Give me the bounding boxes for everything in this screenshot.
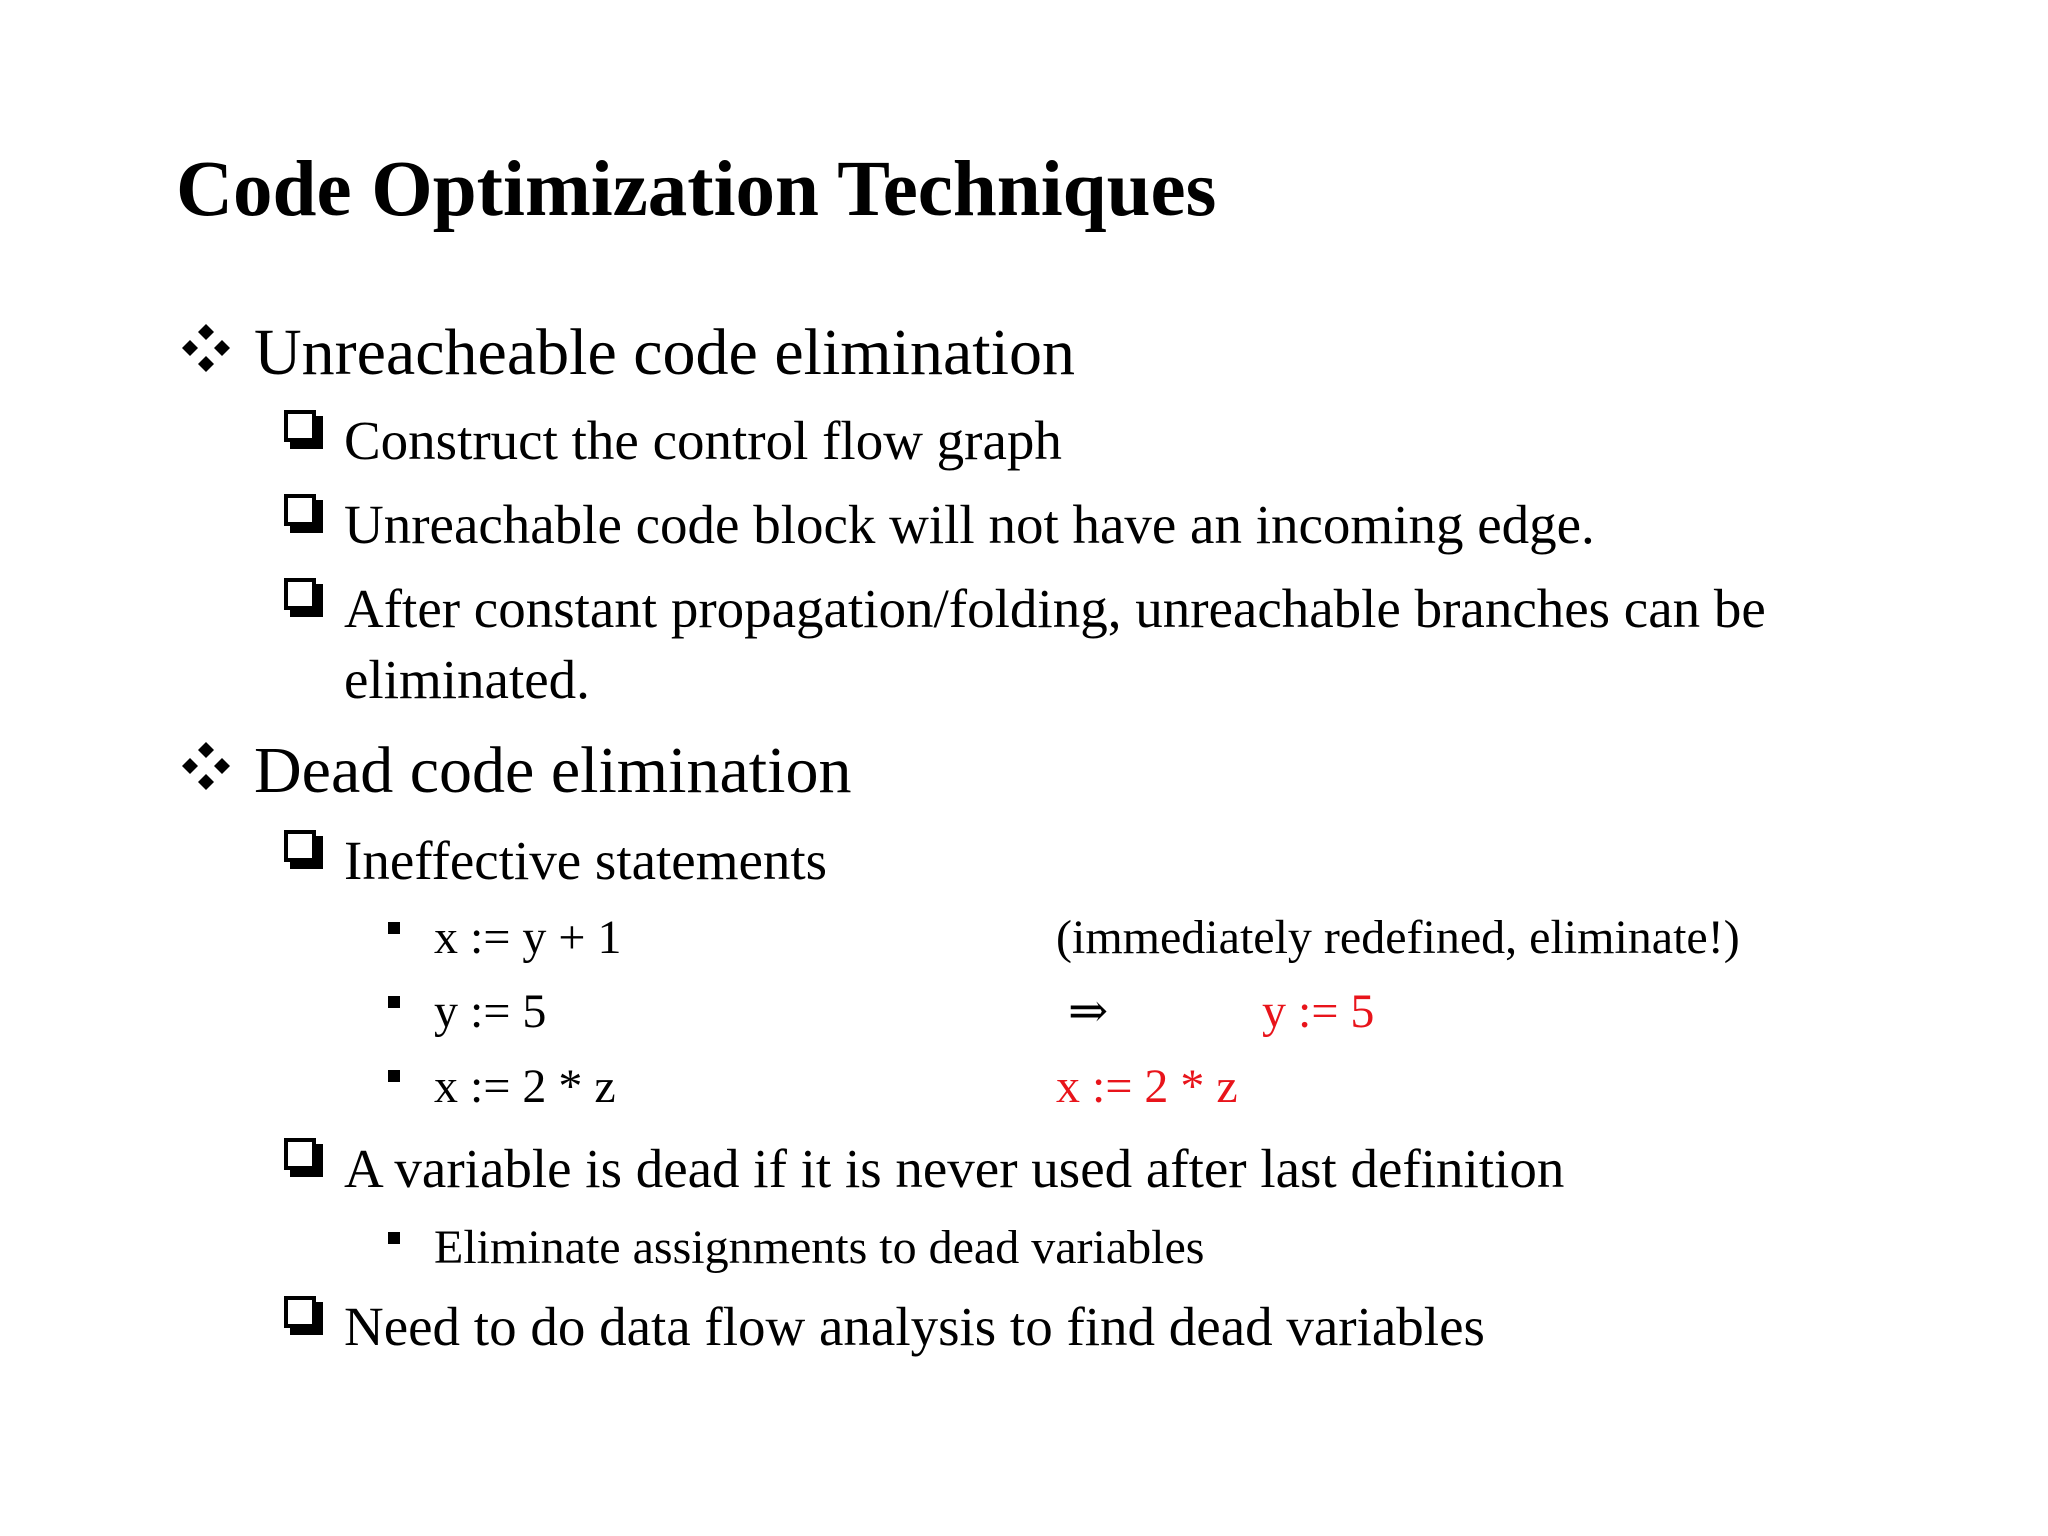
checkbox-bullet-icon	[284, 578, 328, 622]
bullet-text-continued: eliminated.	[344, 649, 590, 710]
checkbox-bullet-icon	[284, 1296, 328, 1340]
code-statement: x := y + 1	[434, 911, 622, 964]
bullet-text: After constant propagation/folding, unreachable branches can be	[344, 578, 1766, 639]
statement-note: (immediately redefined, eliminate!)	[1056, 911, 1740, 964]
slide-title: Code Optimization Techniques	[176, 146, 1217, 233]
checkbox-bullet-icon	[284, 830, 328, 874]
optimized-statement: x := 2 * z	[1056, 1060, 1238, 1113]
square-bullet-icon	[388, 1232, 400, 1244]
code-statement: y := 5	[434, 985, 547, 1038]
sub-bullet-text: Eliminate assignments to dead variables	[434, 1221, 1205, 1274]
bullet-text: Ineffective statements	[344, 830, 828, 891]
bullet-text: Need to do data flow analysis to find dead variables	[344, 1296, 1485, 1357]
bullet-text: Unreachable code block will not have an incoming edge.	[344, 494, 1595, 555]
bullet-text: A variable is dead if it is never used after last definition	[344, 1138, 1565, 1199]
square-bullet-icon	[388, 996, 400, 1008]
checkbox-bullet-icon	[284, 410, 328, 454]
section-heading-dead-code: Dead code elimination	[254, 734, 852, 807]
implies-arrow: ⇒	[1068, 985, 1109, 1038]
square-bullet-icon	[388, 1070, 400, 1082]
checkbox-bullet-icon	[284, 1138, 328, 1182]
bullet-text: Construct the control flow graph	[344, 410, 1062, 471]
optimized-statement: y := 5	[1262, 985, 1375, 1038]
diamond-bullet-icon	[180, 322, 232, 374]
code-statement: x := 2 * z	[434, 1060, 616, 1113]
section-heading-unreachable: Unreacheable code elimination	[254, 316, 1075, 389]
checkbox-bullet-icon	[284, 494, 328, 538]
diamond-bullet-icon	[180, 740, 232, 792]
square-bullet-icon	[388, 922, 400, 934]
